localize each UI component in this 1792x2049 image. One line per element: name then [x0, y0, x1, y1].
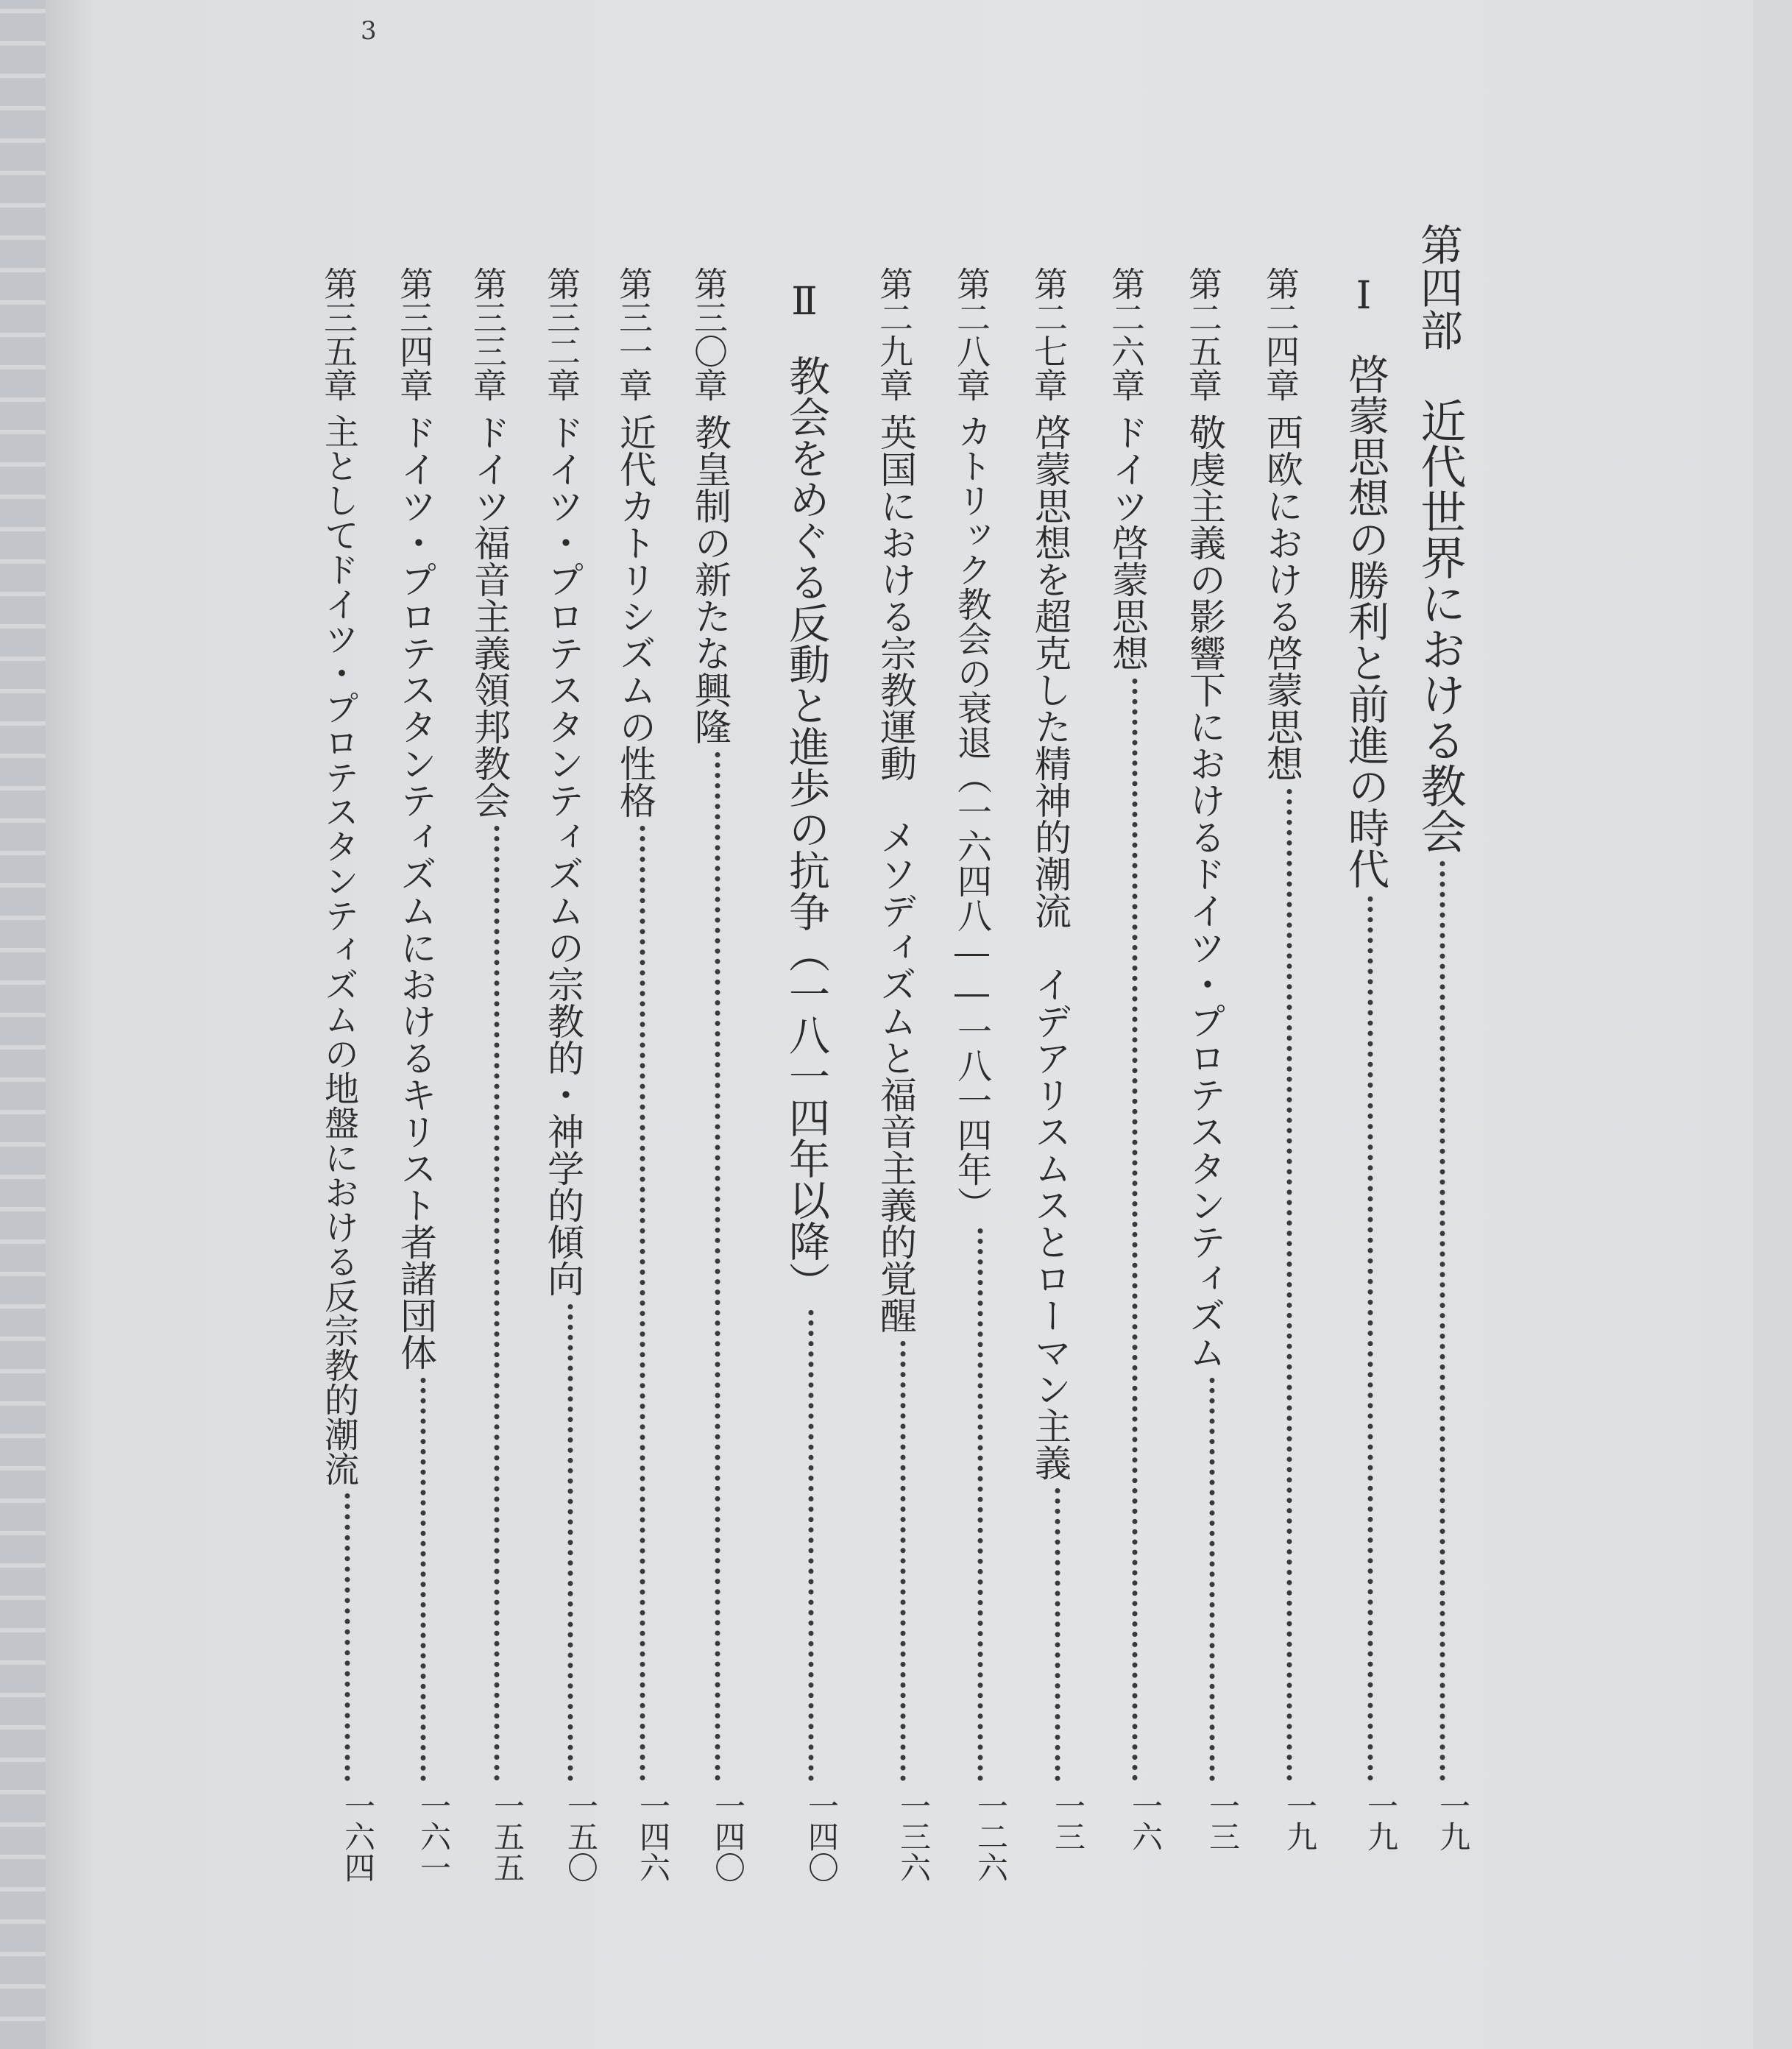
toc-chapter-entry[interactable] [468, 0, 525, 2049]
toc-leader-dots [568, 1304, 573, 1781]
toc-chapter-entry[interactable] [1183, 0, 1241, 2049]
toc-entry-title: 教会をめぐる反動と進歩の抗争（一八一四年以降） [782, 355, 830, 1303]
toc-entry-label: Ⅰ [1342, 274, 1386, 318]
toc-entry-page: 一五〇 [563, 1790, 599, 1883]
toc-entry-label: 第三五章 [319, 266, 358, 402]
toc-entry-label: 第四部 [1413, 223, 1463, 351]
toc-leader-dots [978, 1228, 983, 1781]
toc-entry-title: ドイツ啓蒙思想 [1106, 414, 1149, 671]
toc-leader-dots [1055, 1488, 1060, 1781]
toc-entry-title: ドイツ福音主義領邦教会 [468, 414, 511, 818]
toc-chapter-entry[interactable] [1106, 0, 1164, 2049]
toc-entry-label: 第三三章 [468, 266, 508, 402]
toc-chapter-entry[interactable] [319, 0, 376, 2049]
toc-leader-dots [1210, 1378, 1215, 1781]
toc-chapter-entry[interactable] [1261, 0, 1318, 2049]
toc-entry-page: 一六四 [340, 1790, 376, 1883]
toc-entry-title: 啓蒙思想の勝利と前進の時代 [1342, 353, 1389, 889]
toc-entry-label: Ⅱ [782, 280, 826, 324]
toc-entry-page: 一三六 [896, 1790, 932, 1883]
toc-leader-dots [1287, 789, 1292, 1781]
toc-entry-page: 一九 [1282, 1790, 1318, 1852]
toc-entry-title: 啓蒙思想を超克した精神的潮流 イデアリスムスとローマン主義 [1029, 414, 1072, 1481]
toc-entry-title: カトリック教会の衰退（一六四八――一八一四年） [952, 414, 992, 1221]
book-page [46, 0, 1753, 2049]
toc-entry-page: 一二六 [973, 1790, 1009, 1883]
toc-entry-page: 一四六 [635, 1790, 671, 1883]
toc-leader-dots [901, 1341, 906, 1781]
toc-entry-page: 一三 [1205, 1790, 1241, 1852]
toc-leader-dots [1368, 896, 1373, 1781]
toc-leader-dots [1133, 679, 1138, 1781]
page-number: 3 [361, 16, 377, 46]
toc-leader-dots [715, 752, 720, 1781]
toc-entry-title: 敬虔主義の影響下におけるドイツ・プロテスタンティズム [1183, 414, 1226, 1370]
toc-entry-label: 第二五章 [1183, 266, 1223, 402]
toc-chapter-entry[interactable] [874, 0, 932, 2049]
toc-chapter-entry[interactable] [689, 0, 746, 2049]
toc-entry-page: 一五五 [489, 1790, 525, 1883]
toc-entry-label: 第二四章 [1261, 266, 1300, 402]
toc-entry-label: 第三一章 [614, 266, 654, 402]
toc-section-heading[interactable] [1342, 0, 1399, 2049]
toc-leader-dots [421, 1378, 426, 1781]
toc-entry-title: 主としてドイツ・プロテスタンティズムの地盤における反宗教的潮流 [319, 414, 359, 1486]
toc-entry-page: 一九 [1435, 1790, 1471, 1852]
toc-entry-title: 西欧における啓蒙思想 [1261, 414, 1303, 782]
toc-leader-dots [640, 826, 645, 1781]
toc-entry-label: 第二六章 [1106, 266, 1146, 402]
toc-entry-label: 第二八章 [952, 266, 991, 402]
toc-entry-title: 教皇制の新たな興隆 [689, 414, 732, 745]
toc-entry-label: 第三〇章 [689, 266, 729, 402]
toc-entry-page: 一六一 [416, 1790, 452, 1883]
toc-entry-label: 第三二章 [542, 266, 581, 402]
toc-chapter-entry[interactable] [394, 0, 452, 2049]
toc-entry-page: 一四〇 [804, 1790, 840, 1883]
toc-entry-title: 英国における宗教運動 メソディズムと福音主義的覚醒 [874, 414, 917, 1334]
toc-entry-title: 近代カトリシズムの性格 [614, 414, 656, 818]
toc-entry-page: 一三 [1050, 1790, 1086, 1852]
toc-entry-label: 第三四章 [394, 266, 434, 402]
toc-entry-title: ドイツ・プロテスタンティズムの宗教的・神学的傾向 [542, 414, 584, 1297]
toc-chapter-entry[interactable] [1029, 0, 1086, 2049]
toc-leader-dots [495, 826, 500, 1781]
book-gutter [1753, 0, 1792, 2049]
toc-section-heading[interactable] [782, 0, 840, 2049]
toc-entry-page: 一九 [1363, 1790, 1399, 1852]
toc-leader-dots [1440, 861, 1445, 1781]
toc-chapter-entry[interactable] [952, 0, 1009, 2049]
toc-part-heading[interactable] [1413, 0, 1471, 2049]
toc-entry-page: 一六 [1127, 1790, 1164, 1852]
toc-entry-label: 第二七章 [1029, 266, 1069, 402]
toc-leader-dots [345, 1493, 350, 1781]
toc-chapter-entry[interactable] [614, 0, 671, 2049]
toc-chapter-entry[interactable] [542, 0, 599, 2049]
book-page-edge [0, 0, 46, 2049]
toc-entry-label: 第二九章 [874, 266, 914, 402]
toc-entry-page: 一四〇 [710, 1790, 746, 1883]
toc-entry-title: ドイツ・プロテスタンティズムにおけるキリスト者諸団体 [394, 414, 437, 1370]
toc-leader-dots [809, 1310, 814, 1781]
toc-entry-title: 近代世界における教会 [1413, 397, 1467, 854]
